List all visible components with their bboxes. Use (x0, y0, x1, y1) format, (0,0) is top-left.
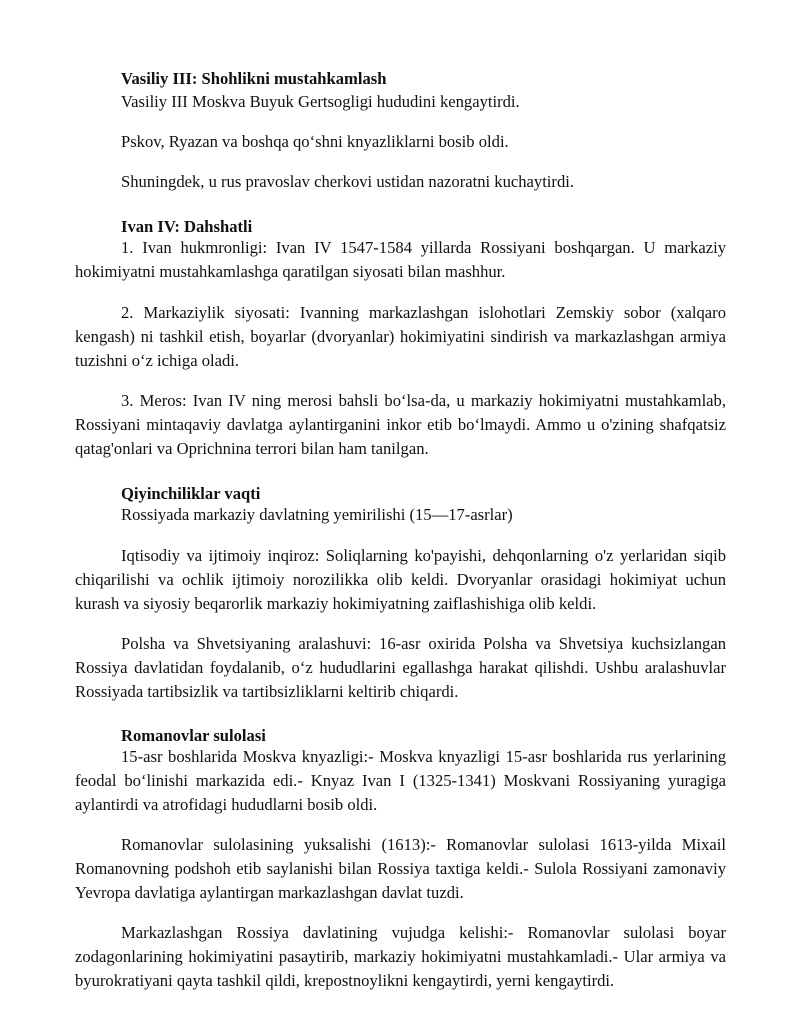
vasiliy-line-2: Pskov, Ryazan va boshqa qo‘shni knyazliklarni bosib oldi. (121, 132, 509, 151)
section-heading-vasiliy: Vasiliy III: Shohlikni mustahkamlash (121, 69, 387, 88)
troubles-subtitle: Rossiyada markaziy davlatning yemirilishi (15—17-asrlar) (121, 505, 513, 524)
romanov-paragraph-2: Romanovlar sulolasining yuksalishi (1613):- Romanovlar sulolasi 1613-yilda Mixail Romanovning podshoh etib saylanishi bilan Rossiya taxtiga keldi.- Sulola Rossiyani zamonaviy Yevropa davlatiga aylantirgan markazlashgan davlat tuzdi. (75, 835, 726, 902)
romanov-paragraph-1: 15-asr boshlarida Moskva knyazligi:- Moskva knyazligi 15-asr boshlarida rus yerlarining feodal bo‘linishi markazida edi.- Knyaz Ivan I (1325-1341) Moskvani Rossiyaning yuragiga aylantirdi va atrofidagi hududlarni bosib oldi. (75, 747, 726, 814)
ivan-paragraph-2: 2. Markaziylik siyosati: Ivanning markazlashgan islohotlari Zemskiy sobor (xalqaro kengash) ni tashkil etish, boyarlar (dvoryanlar) hokimiyatini sindirish va markazlashgan armiya tuzishni o‘z ichiga oladi. (75, 303, 726, 370)
vasiliy-line-1: Vasiliy III Moskva Buyuk Gertsogligi hududini kengaytirdi. (121, 92, 520, 111)
troubles-paragraph-2: Polsha va Shvetsiyaning aralashuvi: 16-asr oxirida Polsha va Shvetsiya kuchsizlangan Rossiya davlatidan foydalanib, o‘z hududlarini egallashga harakat qilishdi. Ushbu aralashuvlar Rossiyada tartibsizlik va tartibsizliklarni keltirib chiqardi. (75, 634, 726, 701)
ivan-paragraph-1: 1. Ivan hukmronligi: Ivan IV 1547-1584 yillarda Rossiyani boshqargan. U markaziy hokimiyatni mustahkamlashga qaratilgan siyosati bilan mashhur. (75, 238, 726, 281)
section-heading-troubles: Qiyinchiliklar vaqti (121, 484, 261, 503)
ivan-paragraph-3: 3. Meros: Ivan IV ning merosi bahsli bo‘lsa-da, u markaziy hokimiyatni mustahkamlab, Rossiyani mintaqaviy davlatga aylantirganini inkor etib bo‘lmaydi. Ammo u o'zining shafqatsiz qatag'onlari va Oprichnina terrori bilan ham tanilgan. (75, 391, 726, 458)
troubles-paragraph-1: Iqtisodiy va ijtimoiy inqiroz: Soliqlarning ko'payishi, dehqonlarning o'z yerlaridan siqib chiqarilishi va ochlik ijtimoiy norozilikka olib keldi. Dvoryanlar orasidagi hokimiyat uchun kurash va siyosiy beqarorlik markaziy hokimiyatning zaiflashishiga olib keldi. (75, 546, 726, 613)
vasiliy-line-3: Shuningdek, u rus pravoslav cherkovi ustidan nazoratni kuchaytirdi. (121, 172, 574, 191)
section-heading-ivan: Ivan IV: Dahshatli (121, 217, 253, 236)
section-heading-romanov: Romanovlar sulolasi (121, 726, 266, 745)
romanov-paragraph-3: Markazlashgan Rossiya davlatining vujudga kelishi:- Romanovlar sulolasi boyar zodagonlarining hokimiyatini pasaytirib, markaziy hokimiyatni mustahkamladi.- Ular armiya va byurokratiyani qayta tashkil qildi, krepostnoylikni kengaytirdi, yerni kengaytirdi. (75, 923, 726, 990)
